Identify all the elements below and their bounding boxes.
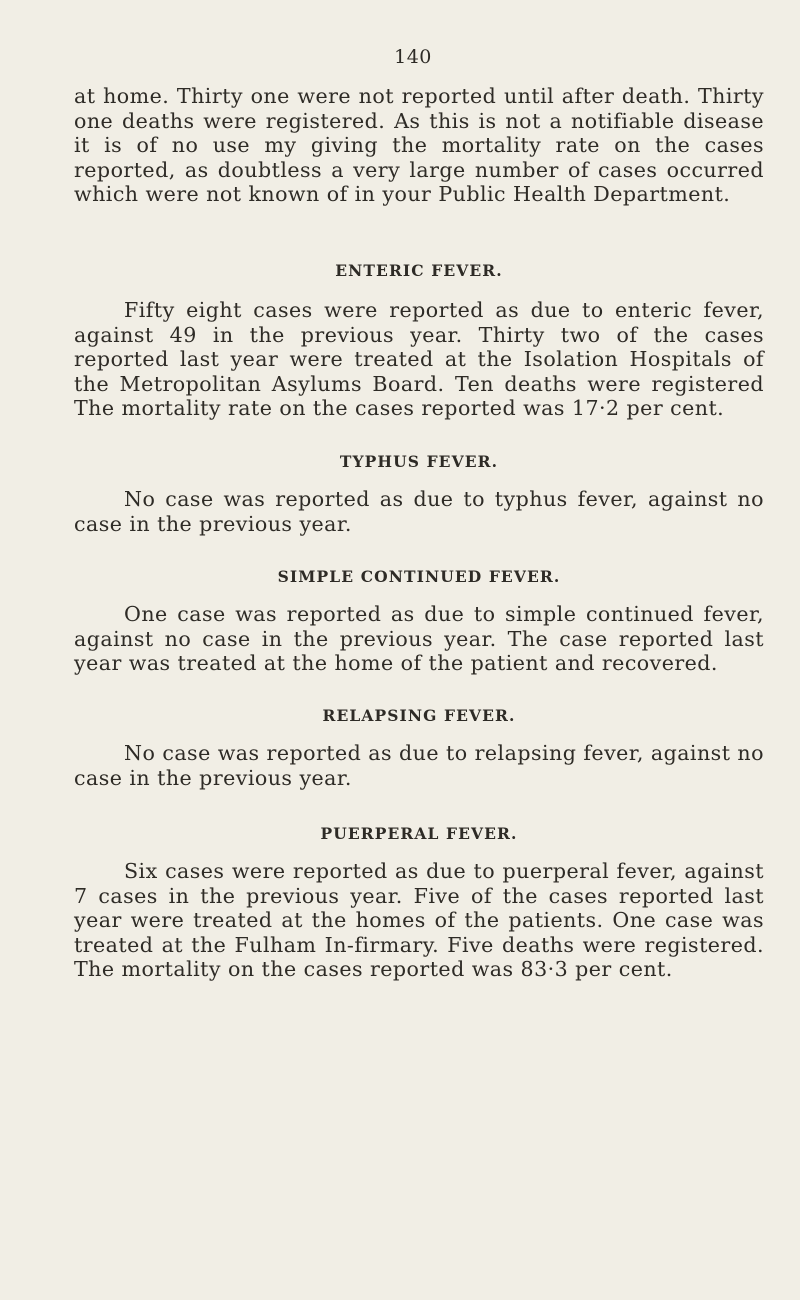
paragraph-enteric-fever: Fifty eight cases were reported as due to enteric fever, against 49 in the previous year. Thirty two of the cases reported last year were treated at the Isolation Hospitals of the Metropolitan Asylums Board. Ten deaths were registered The mortality rate on the cases reported was 17·2 per cent. <box>74 297 764 421</box>
heading-simple-continued-fever: SIMPLE CONTINUED FEVER. <box>277 567 561 587</box>
heading-typhus-fever: TYPHUS FEVER. <box>339 451 499 471</box>
intro-paragraph: at home. Thirty one were not reported until after death. Thirty one deaths were registered. As this is not a notifiable disease it is of no use my giving the mortality rate on the cases reported, as doubtless a very large number of cases occurred which were not known of in your Public Health Department. <box>74 84 764 207</box>
paragraph-puerperal-fever: Six cases were reported as due to puerperal fever, against 7 cases in the previous year. Five of the cases reported last year were treated at the homes of the patients. One case was treated at the Fulham In-firmary. Five deaths were registered. The mortality on the cases reported was 83·3 per cent. <box>74 859 764 982</box>
document-body <box>74 84 764 982</box>
paragraph-relapsing-fever: No case was reported as due to relapsing fever, against no case in the previous year. <box>74 740 764 790</box>
heading-enteric-fever: ENTERIC FEVER. <box>335 260 503 280</box>
paragraph-simple-continued-fever: One case was reported as due to simple continued fever, against no case in the previous year. The case reported last year was treated at the home of the patient and recovered. <box>74 602 764 676</box>
paragraph-typhus-fever: No case was reported as due to typhus fever, against no case in the previous year. <box>74 486 764 536</box>
heading-relapsing-fever: RELAPSING FEVER. <box>322 705 516 725</box>
page-number: 140 <box>394 46 432 68</box>
heading-puerperal-fever: PUERPERAL FEVER. <box>320 824 518 844</box>
